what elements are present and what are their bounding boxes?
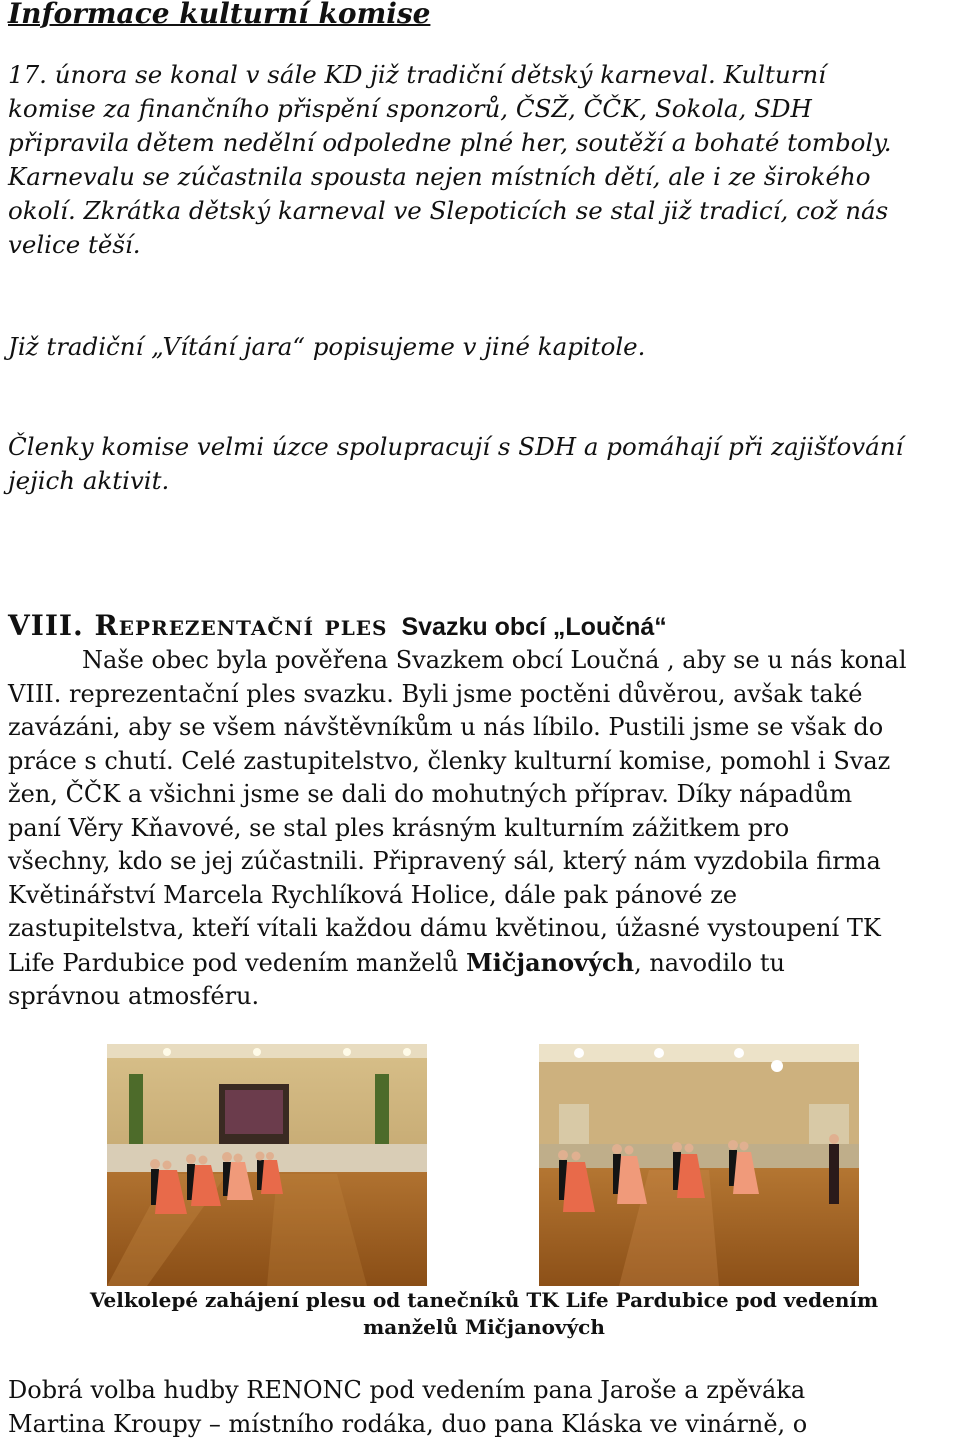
ples-line: všechny, kdo se jej zúčastnili. Připravený sál, který nám vyzdobila firma [8, 845, 907, 879]
ples-text: , navodilo tu [634, 949, 785, 977]
renonc-paragraph [8, 1374, 807, 1441]
clenky-line: Členky komise velmi úzce spolupracují s SDH a pomáhají při zajišťování [8, 430, 903, 464]
renonc-line: Martina Kroupy – místního rodáka, duo pana Kláska ve vinárně, o [8, 1408, 807, 1441]
ballroom-photo-right [539, 1044, 859, 1286]
ples-line: zastupitelstva, kteří vítali každou dámu květinou, úžasné vystoupení TK [8, 912, 907, 946]
ples-line: žen, ČČK a všichni jsme se dali do mohutných příprav. Díky nápadům [8, 778, 907, 812]
ples-line: správnou atmosféru. [8, 980, 907, 1014]
page-heading: Informace kulturní komise [8, 0, 430, 34]
karneval-line: komise za finančního přispění sponzorů, ČSŽ, ČČK, Sokola, SDH [8, 92, 892, 126]
ples-line: Květinářství Marcela Rychlíková Holice, dále pak pánové ze [8, 879, 907, 913]
karneval-line: 17. února se konal v sále KD již tradiční dětský karneval. Kulturní [8, 58, 892, 92]
ballroom-photo-left [107, 1044, 427, 1286]
section-subtitle: Svazku obcí „Loučná“ [401, 613, 666, 641]
ples-line: VIII. reprezentační ples svazku. Byli jsme poctěni důvěrou, avšak také [8, 678, 907, 712]
karneval-paragraph [8, 58, 892, 262]
ples-paragraph [8, 644, 907, 1014]
caption-line: Velkolepé zahájení plesu od tanečníků TK Life Pardubice pod vedením [0, 1287, 960, 1314]
ballroom-photo-left-image [107, 1044, 427, 1286]
section-title: VIII. Reprezentační ples [8, 609, 387, 642]
renonc-line: Dobrá volba hudby RENONC pod vedením pana Jaroše a zpěváka [8, 1374, 807, 1408]
clenky-line: jejich aktivit. [8, 464, 903, 498]
karneval-line: připravila dětem nedělní odpoledne plné her, soutěží a bohaté tomboly. [8, 126, 892, 160]
karneval-line: Karnevalu se zúčastnila spousta nejen místních dětí, ale i ze širokého [8, 160, 892, 194]
ples-line: zavázáni, aby se všem návštěvníkům u nás líbilo. Pustili jsme se však do [8, 711, 907, 745]
ples-line: paní Věry Kňavové, se stal ples krásným kulturním zážitkem pro [8, 812, 907, 846]
vitani-line: Již tradiční „Vítání jara“ popisujeme v jiné kapitole. [8, 330, 645, 364]
clenky-paragraph [8, 430, 903, 498]
karneval-line: okolí. Zkrátka dětský karneval ve Slepoticích se stal již tradicí, což nás [8, 194, 892, 228]
section-heading [8, 608, 667, 646]
karneval-line: velice těší. [8, 228, 892, 262]
vitani-paragraph [8, 330, 645, 364]
ples-text: Life Pardubice pod vedením manželů [8, 949, 466, 977]
caption-line: manželů Mičjanových [0, 1314, 960, 1341]
ballroom-photo-right-image [539, 1044, 859, 1286]
ples-line [8, 946, 907, 981]
ples-line: práce s chutí. Celé zastupitelstvo, členky kulturní komise, pomohl i Svaz [8, 745, 907, 779]
ples-line: Naše obec byla pověřena Svazkem obcí Loučná , aby se u nás konal [8, 644, 907, 678]
photo-caption [0, 1287, 960, 1341]
ples-bold-name: Mičjanových [466, 948, 634, 977]
